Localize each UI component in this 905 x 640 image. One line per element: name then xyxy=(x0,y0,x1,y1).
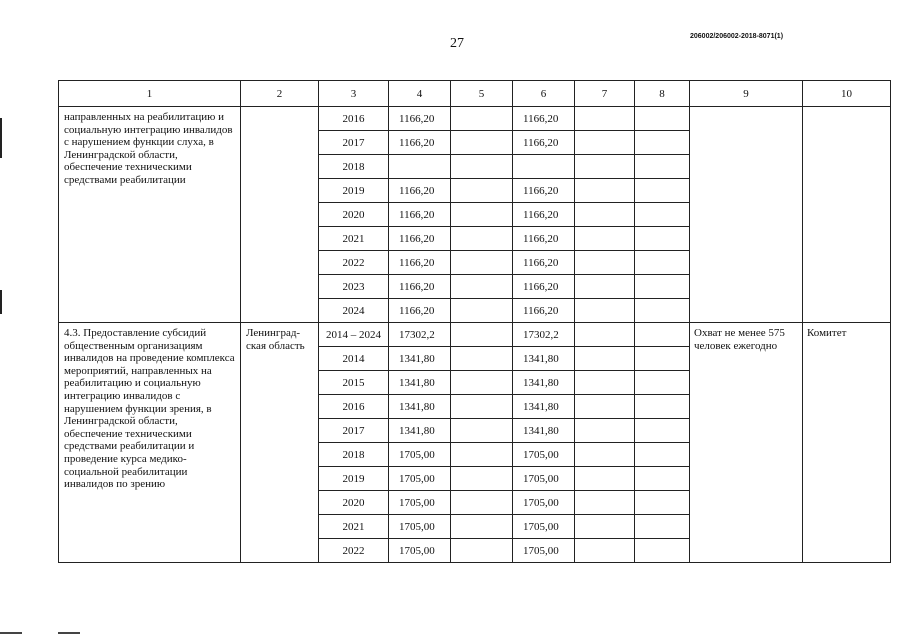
regional-cell: 1166,20 xyxy=(513,107,575,131)
federal-cell xyxy=(451,395,513,419)
total-cell: 1166,20 xyxy=(389,179,451,203)
other-cell xyxy=(635,227,690,251)
regional-cell: 1166,20 xyxy=(513,299,575,323)
total-cell: 1166,20 xyxy=(389,251,451,275)
column-header: 4 xyxy=(389,81,451,107)
measure-description: 4.3. Предоставление субсидий общественным организациям инвалидов на проведение комплекса мероприятий, направленных на реабилитацию и социальную интеграцию инвалидов с нарушением функции зрения, в Ленинградской области, обеспечение техническими средствами реабилитации и проведение курса медико-социальной реабилитации инвалидов по зрению xyxy=(59,323,241,563)
federal-cell xyxy=(451,251,513,275)
regional-cell: 1341,80 xyxy=(513,395,575,419)
federal-cell xyxy=(451,299,513,323)
result-cell: Охват не менее 575 человек ежегодно xyxy=(690,323,803,563)
local-cell xyxy=(575,131,635,155)
regional-cell: 1341,80 xyxy=(513,347,575,371)
other-cell xyxy=(635,467,690,491)
regional-cell: 17302,2 xyxy=(513,323,575,347)
document-code: 206002/206002-2018-8071(1) xyxy=(690,33,784,40)
total-cell: 1705,00 xyxy=(389,539,451,563)
local-cell xyxy=(575,227,635,251)
regional-cell: 1705,00 xyxy=(513,515,575,539)
regional-cell: 1705,00 xyxy=(513,443,575,467)
local-cell xyxy=(575,155,635,179)
total-cell: 1341,80 xyxy=(389,371,451,395)
scan-edge-mark xyxy=(0,290,2,314)
other-cell xyxy=(635,299,690,323)
scan-bottom-mark xyxy=(58,632,80,634)
local-cell xyxy=(575,347,635,371)
year-cell: 2022 xyxy=(319,539,389,563)
federal-cell xyxy=(451,107,513,131)
regional-cell: 1341,80 xyxy=(513,419,575,443)
local-cell xyxy=(575,107,635,131)
year-cell: 2014 – 2024 xyxy=(319,323,389,347)
local-cell xyxy=(575,491,635,515)
other-cell xyxy=(635,107,690,131)
year-cell: 2023 xyxy=(319,275,389,299)
federal-cell xyxy=(451,203,513,227)
year-cell: 2018 xyxy=(319,155,389,179)
federal-cell xyxy=(451,371,513,395)
total-cell: 1166,20 xyxy=(389,299,451,323)
column-header: 2 xyxy=(241,81,319,107)
federal-cell xyxy=(451,515,513,539)
responsible-cell: Комитет xyxy=(803,323,891,563)
column-header: 6 xyxy=(513,81,575,107)
year-cell: 2017 xyxy=(319,131,389,155)
regional-cell: 1166,20 xyxy=(513,179,575,203)
page-number: 27 xyxy=(450,36,464,51)
year-cell: 2021 xyxy=(319,227,389,251)
header-row xyxy=(59,81,891,107)
other-cell xyxy=(635,179,690,203)
total-cell: 1166,20 xyxy=(389,227,451,251)
regional-cell: 1166,20 xyxy=(513,203,575,227)
year-cell: 2019 xyxy=(319,179,389,203)
year-cell: 2020 xyxy=(319,203,389,227)
local-cell xyxy=(575,419,635,443)
year-cell: 2018 xyxy=(319,443,389,467)
other-cell xyxy=(635,419,690,443)
measure-description: направленных на реабилитацию и социальную интеграцию инвалидов с нарушением функции слуха, в Ленинградской области, обеспечение техническими средствами реабилитации xyxy=(59,107,241,323)
scan-bottom-mark xyxy=(0,632,22,634)
year-cell: 2016 xyxy=(319,107,389,131)
total-cell: 1166,20 xyxy=(389,275,451,299)
total-cell: 1341,80 xyxy=(389,419,451,443)
year-cell: 2024 xyxy=(319,299,389,323)
federal-cell xyxy=(451,347,513,371)
local-cell xyxy=(575,539,635,563)
federal-cell xyxy=(451,419,513,443)
other-cell xyxy=(635,131,690,155)
year-cell: 2021 xyxy=(319,515,389,539)
responsible-cell xyxy=(803,107,891,323)
local-cell xyxy=(575,443,635,467)
local-cell xyxy=(575,179,635,203)
regional-cell: 1341,80 xyxy=(513,371,575,395)
federal-cell xyxy=(451,179,513,203)
federal-cell xyxy=(451,155,513,179)
column-header: 5 xyxy=(451,81,513,107)
other-cell xyxy=(635,203,690,227)
total-cell: 1705,00 xyxy=(389,467,451,491)
federal-cell xyxy=(451,467,513,491)
year-cell: 2016 xyxy=(319,395,389,419)
regional-cell xyxy=(513,155,575,179)
regional-cell: 1166,20 xyxy=(513,227,575,251)
regional-cell: 1166,20 xyxy=(513,251,575,275)
local-cell xyxy=(575,203,635,227)
total-cell: 1166,20 xyxy=(389,203,451,227)
regional-cell: 1705,00 xyxy=(513,539,575,563)
year-cell: 2015 xyxy=(319,371,389,395)
federal-cell xyxy=(451,131,513,155)
other-cell xyxy=(635,371,690,395)
column-header: 9 xyxy=(690,81,803,107)
other-cell xyxy=(635,275,690,299)
federal-cell xyxy=(451,539,513,563)
executor-cell: Ленинград-ская область xyxy=(241,323,319,563)
other-cell xyxy=(635,251,690,275)
year-cell: 2017 xyxy=(319,419,389,443)
column-header: 7 xyxy=(575,81,635,107)
column-header: 10 xyxy=(803,81,891,107)
local-cell xyxy=(575,251,635,275)
local-cell xyxy=(575,467,635,491)
local-cell xyxy=(575,323,635,347)
other-cell xyxy=(635,347,690,371)
total-cell: 1341,80 xyxy=(389,395,451,419)
other-cell xyxy=(635,323,690,347)
other-cell xyxy=(635,491,690,515)
year-cell: 2020 xyxy=(319,491,389,515)
federal-cell xyxy=(451,227,513,251)
table-row xyxy=(59,107,891,131)
year-cell: 2022 xyxy=(319,251,389,275)
federal-cell xyxy=(451,275,513,299)
column-header: 8 xyxy=(635,81,690,107)
year-cell: 2019 xyxy=(319,467,389,491)
total-cell: 1166,20 xyxy=(389,107,451,131)
column-header: 3 xyxy=(319,81,389,107)
program-table xyxy=(58,80,891,563)
local-cell xyxy=(575,275,635,299)
local-cell xyxy=(575,515,635,539)
regional-cell: 1166,20 xyxy=(513,131,575,155)
year-cell: 2014 xyxy=(319,347,389,371)
local-cell xyxy=(575,299,635,323)
regional-cell: 1166,20 xyxy=(513,275,575,299)
regional-cell: 1705,00 xyxy=(513,467,575,491)
local-cell xyxy=(575,395,635,419)
total-cell: 1705,00 xyxy=(389,443,451,467)
result-cell xyxy=(690,107,803,323)
scan-edge-mark xyxy=(0,118,2,158)
local-cell xyxy=(575,371,635,395)
other-cell xyxy=(635,443,690,467)
other-cell xyxy=(635,515,690,539)
column-header: 1 xyxy=(59,81,241,107)
total-cell: 1705,00 xyxy=(389,515,451,539)
federal-cell xyxy=(451,323,513,347)
federal-cell xyxy=(451,491,513,515)
other-cell xyxy=(635,155,690,179)
total-cell: 1166,20 xyxy=(389,131,451,155)
total-cell xyxy=(389,155,451,179)
other-cell xyxy=(635,539,690,563)
executor-cell xyxy=(241,107,319,323)
total-cell: 1705,00 xyxy=(389,491,451,515)
federal-cell xyxy=(451,443,513,467)
table-row xyxy=(59,323,891,347)
total-cell: 1341,80 xyxy=(389,347,451,371)
other-cell xyxy=(635,395,690,419)
total-cell: 17302,2 xyxy=(389,323,451,347)
regional-cell: 1705,00 xyxy=(513,491,575,515)
